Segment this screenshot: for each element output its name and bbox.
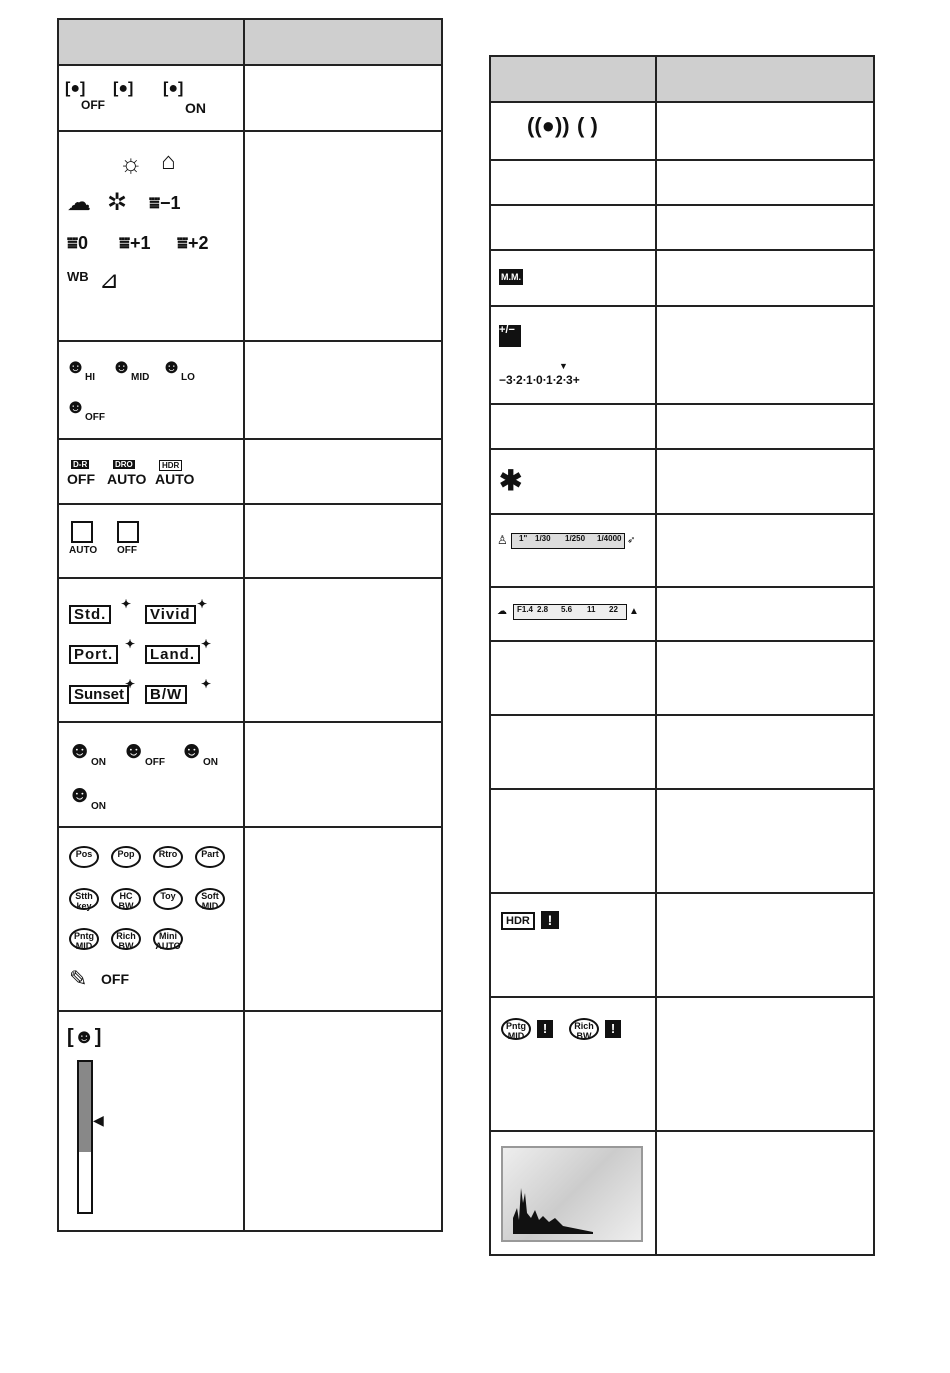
shutter-1-4000: 1/4000 bbox=[597, 534, 622, 543]
person-running-icon: ➶ bbox=[627, 535, 636, 546]
wb-minus1: −1 bbox=[159, 193, 181, 213]
hdr-warning-icons bbox=[490, 893, 656, 997]
style-standard-spark-icon: ✦ bbox=[121, 597, 132, 611]
fluorescent-plus2-icon: ⩸+2 bbox=[177, 233, 209, 253]
creative-style-desc bbox=[244, 578, 442, 722]
left-header-col2 bbox=[244, 19, 442, 65]
smile-on-2-label: ON bbox=[203, 757, 218, 768]
crop-off-label: OFF bbox=[117, 545, 137, 556]
face-detection-on-icon: [●] bbox=[163, 80, 184, 97]
effect-retro-icon: Rtro bbox=[153, 846, 183, 868]
soft-skin-off-icon: ☻ bbox=[65, 396, 87, 418]
steadyshot-warning-icon: ( ) bbox=[577, 113, 598, 138]
blank-1-desc bbox=[656, 160, 874, 205]
blank-2-icons bbox=[490, 205, 656, 250]
histogram-icons bbox=[490, 1131, 656, 1255]
painting-warning-icon: ! bbox=[537, 1020, 553, 1038]
soft-skin-desc bbox=[244, 341, 442, 439]
histogram-graph bbox=[503, 1148, 641, 1240]
smile-on-label: ON bbox=[91, 757, 106, 768]
aperture-f2-8: 2.8 bbox=[537, 605, 549, 614]
shade-icon: ⌂ bbox=[161, 148, 176, 175]
soft-skin-icons bbox=[58, 341, 244, 439]
style-landscape-label: Land. bbox=[145, 645, 200, 664]
effect-warning-icons bbox=[490, 997, 656, 1131]
right-indicator-table bbox=[489, 55, 875, 1256]
exposure-comp-desc bbox=[656, 306, 874, 404]
effect-pop-icon: Pop bbox=[111, 846, 141, 868]
effect-rich-bw-icon: Rich BW bbox=[111, 928, 141, 950]
effect-partial-icon: Part bbox=[195, 846, 225, 868]
histogram-shape bbox=[513, 1188, 593, 1234]
white-balance-desc bbox=[244, 131, 442, 341]
hdr-icon: HDR bbox=[501, 912, 535, 930]
smile-shutter-desc bbox=[244, 722, 442, 827]
style-bw-spark-icon: ✦ bbox=[201, 677, 212, 691]
hdr-auto-icon: HDR bbox=[159, 460, 182, 471]
left-indicator-table bbox=[57, 18, 443, 1232]
custom-wb-icon: ⊿ bbox=[99, 267, 120, 294]
smile-on-2-icon: ☻ bbox=[179, 737, 205, 764]
metered-manual-desc bbox=[656, 250, 874, 306]
style-sunset-label: Sunset bbox=[69, 685, 129, 704]
ae-lock-icon: ✱ bbox=[499, 465, 523, 496]
style-portrait-label: Port. bbox=[69, 645, 118, 664]
fluorescent-0-icon: ⩸0 bbox=[67, 233, 88, 253]
style-vivid-spark-icon: ✦ bbox=[197, 597, 208, 611]
rich-bw-icon: Rich BW bbox=[569, 1018, 599, 1040]
aperture-f11: 11 bbox=[587, 605, 596, 614]
aperture-indicator-icons bbox=[490, 587, 656, 641]
effect-hc-bw-icon: HC BW bbox=[111, 888, 141, 910]
aperture-f1-4: F1.4 bbox=[517, 605, 534, 614]
exposure-comp-icon: +/− bbox=[499, 325, 521, 347]
smile-sensitivity-desc bbox=[244, 1011, 442, 1231]
blank-3-icons bbox=[490, 404, 656, 449]
smile-on-3-label: ON bbox=[91, 801, 106, 812]
blank-6-icons bbox=[490, 789, 656, 893]
crop-off-icon bbox=[117, 521, 139, 543]
soft-skin-lo-label: LO bbox=[181, 372, 195, 383]
aperture-indicator-desc bbox=[656, 587, 874, 641]
wb-plus1: +1 bbox=[129, 233, 151, 253]
aperture-f22: 22 bbox=[609, 605, 618, 614]
blank-1-icons bbox=[490, 160, 656, 205]
creative-style-icons bbox=[58, 578, 244, 722]
shutter-indicator-icons bbox=[490, 514, 656, 587]
auto-framing-icons bbox=[58, 504, 244, 578]
dro-off-label: OFF bbox=[67, 471, 95, 487]
style-standard-label: Std. bbox=[69, 605, 111, 624]
soft-skin-lo-icon: ☻ bbox=[161, 356, 183, 378]
left-header-col1 bbox=[58, 19, 244, 65]
smile-off-label: OFF bbox=[145, 757, 165, 768]
effect-high-key-icon: Stth key bbox=[69, 888, 99, 910]
smile-sensitivity-bar bbox=[77, 1060, 93, 1214]
exposure-pointer-icon: ▼ bbox=[559, 361, 568, 371]
white-balance-icons bbox=[58, 131, 244, 341]
dro-hdr-icons bbox=[58, 439, 244, 504]
person-still-icon: ♙ bbox=[497, 533, 508, 547]
dro-off-icon: D-R bbox=[73, 460, 88, 469]
aperture-f5-6: 5.6 bbox=[561, 605, 573, 614]
crop-auto-icon bbox=[71, 521, 93, 543]
steadyshot-desc bbox=[656, 102, 874, 160]
blank-5-icons bbox=[490, 715, 656, 789]
smile-detect-icon: [☻] bbox=[67, 1026, 102, 1048]
soft-skin-mid-icon: ☻ bbox=[111, 356, 133, 378]
style-bw-label: B/W bbox=[145, 685, 187, 704]
sharp-background-icon: ▲ bbox=[629, 606, 639, 617]
soft-skin-mid-label: MID bbox=[131, 372, 150, 383]
cloudy-icon: ☁ bbox=[67, 189, 91, 216]
blank-3-desc bbox=[656, 404, 874, 449]
crop-auto-label: AUTO bbox=[69, 545, 98, 556]
soft-skin-off-label: OFF bbox=[85, 412, 105, 423]
effect-warning-desc bbox=[656, 997, 874, 1131]
steadyshot-on-icon: ((●)) bbox=[527, 113, 570, 138]
auto-framing-desc bbox=[244, 504, 442, 578]
effect-painting-mid-icon: Pntg MID bbox=[69, 928, 99, 950]
shutter-indicator-desc bbox=[656, 514, 874, 587]
face-registration-icon: [●] bbox=[113, 80, 134, 97]
metered-manual-icons bbox=[490, 250, 656, 306]
sensitivity-pointer-icon: ◀ bbox=[93, 1112, 104, 1128]
effect-soft-mid-icon: Soft MID bbox=[195, 888, 225, 910]
wb-0: 0 bbox=[77, 233, 88, 253]
dro-auto-label: AUTO bbox=[107, 471, 147, 487]
dro-hdr-desc bbox=[244, 439, 442, 504]
blank-2-desc bbox=[656, 205, 874, 250]
soft-skin-hi-label: HI bbox=[85, 372, 95, 383]
ae-lock-icons bbox=[490, 449, 656, 514]
right-header-col2 bbox=[656, 56, 874, 102]
effect-miniature-icon: Mini AUTO bbox=[153, 928, 183, 950]
exposure-comp-icons bbox=[490, 306, 656, 404]
fluorescent-plus1-icon: ⩸+1 bbox=[119, 233, 151, 253]
soft-skin-hi-icon: ☻ bbox=[65, 356, 87, 378]
face-detection-off-icon: [●] bbox=[65, 80, 86, 97]
smile-off-icon: ☻ bbox=[121, 737, 147, 764]
dro-auto-icon: DRO bbox=[115, 460, 133, 469]
painting-mid-icon: Pntg MID bbox=[501, 1018, 531, 1040]
brush-icon: ✎ bbox=[69, 966, 88, 991]
blur-background-icon: ☁ bbox=[497, 606, 507, 617]
fluorescent-minus1-icon: ⩸−1 bbox=[149, 193, 181, 213]
blank-4-desc bbox=[656, 641, 874, 715]
blank-4-icons bbox=[490, 641, 656, 715]
sun-icon: ☼ bbox=[119, 148, 143, 178]
picture-effect-desc bbox=[244, 827, 442, 1011]
right-header-col1 bbox=[490, 56, 656, 102]
histogram-desc bbox=[656, 1131, 874, 1255]
style-portrait-spark-icon: ✦ bbox=[125, 637, 136, 651]
picture-effect-icons bbox=[58, 827, 244, 1011]
face-detection-off-label: OFF bbox=[81, 98, 105, 112]
blank-5-desc bbox=[656, 715, 874, 789]
histogram-box bbox=[501, 1146, 643, 1242]
shutter-1-250: 1/250 bbox=[565, 534, 586, 543]
smile-sensitivity-icons bbox=[58, 1011, 244, 1231]
smile-shutter-icons bbox=[58, 722, 244, 827]
ae-lock-desc bbox=[656, 449, 874, 514]
exposure-scale: −3∙2∙1∙0∙1∙2∙3+ bbox=[499, 373, 580, 387]
effect-pos-icon: Pos bbox=[69, 846, 99, 868]
face-detection-on-label: ON bbox=[185, 100, 206, 116]
face-detection-icons bbox=[58, 65, 244, 131]
effect-toy-icon: Toy bbox=[153, 888, 183, 910]
steadyshot-icons bbox=[490, 102, 656, 160]
hdr-warning-desc bbox=[656, 893, 874, 997]
shutter-1s: 1" bbox=[519, 534, 528, 543]
smile-on-icon: ☻ bbox=[67, 737, 93, 764]
rich-bw-warning-icon: ! bbox=[605, 1020, 621, 1038]
style-landscape-spark-icon: ✦ bbox=[201, 637, 212, 651]
blank-6-desc bbox=[656, 789, 874, 893]
hdr-auto-label: AUTO bbox=[155, 471, 195, 487]
shutter-1-30: 1/30 bbox=[535, 534, 551, 543]
wb-plus2: +2 bbox=[187, 233, 209, 253]
style-sunset-spark-icon: ✦ bbox=[125, 677, 136, 691]
face-detection-desc bbox=[244, 65, 442, 131]
flash-wb-icon: WB bbox=[67, 269, 89, 284]
effect-off-label: OFF bbox=[101, 971, 129, 987]
incandescent-icon: ✲ bbox=[107, 189, 128, 216]
metered-manual-icon: M.M. bbox=[499, 269, 523, 285]
smile-on-3-icon: ☻ bbox=[67, 781, 93, 808]
hdr-warning-icon: ! bbox=[541, 911, 559, 929]
style-vivid-label: Vivid bbox=[145, 605, 196, 624]
